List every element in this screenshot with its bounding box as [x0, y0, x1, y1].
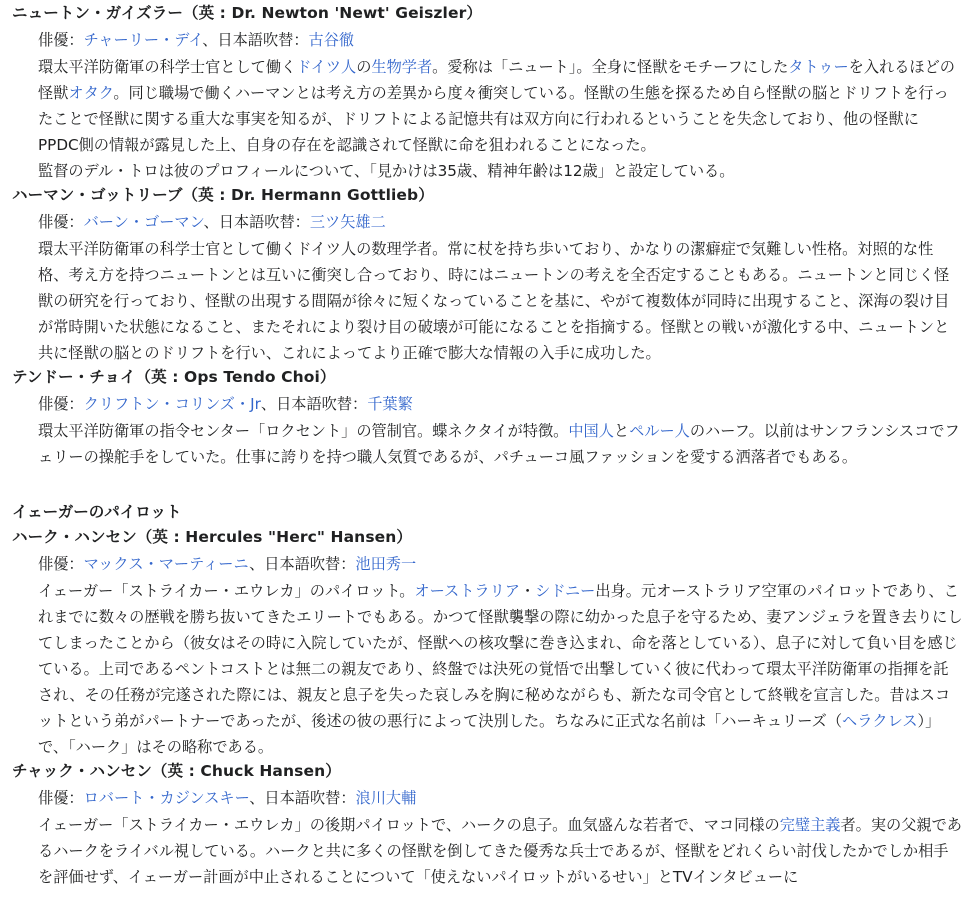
character-name: チャック・ハンセン（英 : Chuck Hansen）: [12, 762, 341, 780]
character-description: [38, 551, 963, 760]
description-paragraph: [38, 54, 963, 158]
text-run: 出身。元オーストラリア空軍のパイロットであり、これまでに数々の歴戦を勝ち抜いてきたエリートでもある。かつて怪獣襲撃の際に幼かった息子を守るため、妻アンジェラを置き去りにしてしまったことから（彼女はその時に入院していたが、怪獣への核攻撃に巻き込まれ、命を落としている）、息子に対して負い目を感じている。上司であるペントコストとは無二の親友であり、終盤では決死の覚悟で出撃していく彼に代わって環太平洋防衛軍の指揮を託され、その任務が完遂された際には、親友と息子を失った哀しみを胸に秘めながらも、新たな司令官として終戦を宣言した。昔はスコットという弟がパートナーであったが、後述の彼の悪行によって決別した。ちなみに正式な名前は「ハーキュリーズ（: [38, 582, 963, 730]
wiki-link[interactable]: ペルー人: [629, 422, 690, 440]
text-run: ）」で、「ハーク」はその略称である。: [38, 712, 941, 756]
character-name: テンドー・チョイ（英 : Ops Tendo Choi）: [12, 368, 336, 386]
text-run: 俳優：: [38, 395, 84, 413]
wiki-link[interactable]: オタク: [68, 84, 114, 102]
wiki-link[interactable]: マックス・マーティーニ: [83, 555, 250, 573]
text-run: 環太平洋防衛軍の科学士官として働く: [38, 58, 297, 76]
text-run: イェーガー「ストライカー・エウレカ」のパイロット。: [38, 582, 415, 600]
text-run: 監督のデル・トロは彼のプロフィールについて、「見かけは35歳、精神年齢は12歳」と設定している。: [38, 162, 735, 180]
text-run: 、日本語吹替：: [260, 395, 368, 413]
cast-line: [38, 391, 963, 417]
wiki-link[interactable]: ドイツ人: [296, 58, 357, 76]
wiki-link[interactable]: クリフトン・コリンズ・Jr: [83, 395, 261, 413]
wiki-link[interactable]: ロバート・カジンスキー: [83, 789, 250, 807]
wiki-link[interactable]: シドニー: [535, 582, 596, 600]
character-description: [38, 785, 963, 890]
text-run: 俳優：: [38, 555, 84, 573]
character-name: ハーク・ハンセン（英 : Hercules "Herc" Hansen）: [12, 528, 412, 546]
wiki-link[interactable]: 中国人: [568, 422, 614, 440]
description-paragraph: [38, 418, 963, 470]
cast-line: [38, 785, 963, 811]
text-run: 。同じ職場で働くハーマンとは考え方の差異から度々衝突している。怪獣の生態を探るため自ら怪獣の脳とドリフトを行ったことで怪獣に関する重大な事実を知るが、ドリフトによる記憶共有は双方向に行われるということを失念しており、他の怪獣に PPDC側の情報が露見した上、自身の存在を認識されて怪獣に命を狙われることになった。: [38, 84, 949, 154]
text-run: 、日本語吹替：: [249, 789, 356, 807]
character-description: [38, 391, 963, 470]
cast-line: [38, 27, 963, 53]
wiki-link[interactable]: ヘラクレス: [842, 712, 918, 730]
character-name: ハーマン・ゴットリーブ（英 : Dr. Hermann Gottlieb）: [12, 186, 434, 204]
section-heading: イェーガーのパイロット: [12, 503, 182, 521]
text-run: と: [613, 422, 630, 440]
text-run: 、日本語吹替：: [203, 213, 310, 231]
text-run: を入れるほどの怪獣: [38, 58, 955, 102]
text-run: 者。実の父親であるハークをライバル視している。ハークと共に多くの怪獣を倒してきた優秀な兵士であるが、怪獣をどれくらい討伐したかでしか相手を評価せず、イェーガー計画が中止されることについて「使えないパイロットがいるせい」とTVインタビューに: [38, 816, 962, 886]
description-paragraph: [38, 578, 963, 760]
text-run: 、日本語吹替：: [202, 31, 309, 49]
wiki-link[interactable]: タトゥー: [788, 58, 849, 76]
wiki-link[interactable]: 浪川大輔: [355, 789, 417, 807]
wiki-link[interactable]: 完璧主義: [779, 816, 841, 834]
text-run: 俳優：: [38, 789, 84, 807]
text-run: ・: [519, 582, 536, 600]
character-description: [38, 27, 963, 184]
wiki-link[interactable]: バーン・ゴーマン: [83, 213, 204, 231]
cast-line: [38, 209, 963, 235]
description-paragraph: [38, 236, 963, 366]
character-name: ニュートン・ガイズラー（英 : Dr. Newton 'Newt' Geiszler）: [12, 4, 482, 22]
wiki-link[interactable]: オーストラリア: [414, 582, 520, 600]
text-run: 。愛称は「ニュート」。全身に怪獣をモチーフにした: [432, 58, 789, 76]
text-run: 、日本語吹替：: [249, 555, 356, 573]
text-run: 俳優：: [38, 31, 84, 49]
wiki-link[interactable]: 古谷徹: [308, 31, 355, 49]
text-run: 俳優：: [38, 213, 84, 231]
text-run: のハーフ。以前はサンフランシスコでフェリーの操舵手をしていた。仕事に誇りを持つ職人気質であるが、パチューコ風ファッションを愛する洒落者でもある。: [38, 422, 960, 466]
text-run: の: [356, 58, 372, 76]
description-paragraph: [38, 158, 963, 184]
wiki-link[interactable]: 生物学者: [371, 58, 433, 76]
wiki-link[interactable]: チャーリー・デイ: [83, 31, 203, 49]
wiki-link[interactable]: 千葉繁: [367, 395, 413, 413]
wiki-link[interactable]: 三ツ矢雄二: [309, 213, 386, 231]
text-run: イェーガー「ストライカー・エウレカ」の後期パイロットで、ハークの息子。血気盛んな若者で、マコ同様の: [38, 816, 780, 834]
character-description: [38, 209, 963, 366]
text-run: 環太平洋防衛軍の科学士官として働くドイツ人の数理学者。常に杖を持ち歩いており、かなりの潔癖症で気難しい性格。対照的な性格、考え方を持つニュートンとは互いに衝突し合っており、時にはニュートンの考えを全否定することもある。ニュートンと同じく怪獣の研究を行っており、怪獣の出現する間隔が徐々に短くなっていることを基に、やがて複数体が同時に出現すること、深海の裂け目が常時開いた状態になること、またそれにより裂け目の破壊が可能になることを指摘する。怪獣との戦いが激化する中、ニュートンと共に怪獣の脳とのドリフトを行い、これによってより正確で膨大な情報の入手に成功した。: [38, 240, 950, 362]
text-run: 環太平洋防衛軍の指令センター「ロクセント」の管制官。蝶ネクタイが特徴。: [38, 422, 569, 440]
wiki-link[interactable]: 池田秀一: [355, 555, 417, 573]
cast-line: [38, 551, 963, 577]
description-paragraph: [38, 812, 963, 890]
